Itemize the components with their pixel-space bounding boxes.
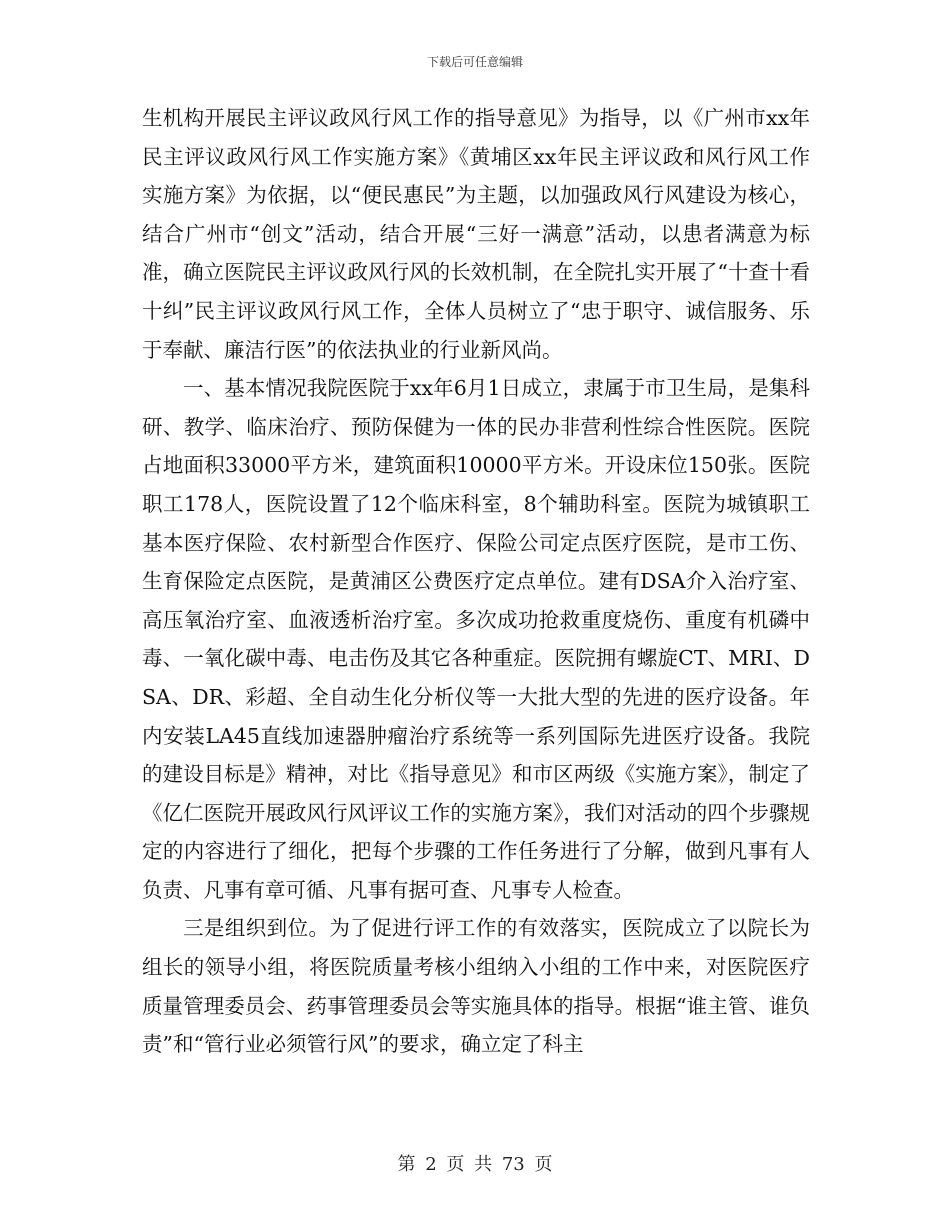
document-body: [142, 99, 810, 1064]
paragraph-continuation: 生机构开展民主评议政风行风工作的指导意见》为指导，以《广州市xx年民主评议政风行风工作实施方案》《黄埔区xx年民主评议政和风行风工作实施方案》为依据，以“便民惠民”为主题，以加强政风行风建设为核心，结合广州市“创文”活动，结合开展“三好一满意”活动，以患者满意为标准，确立医院民主评议政风行风的长效机制，在全院扎实开展了“十查十看十纠”民主评议政风行风工作，全体人员树立了“忠于职守、诚信服务、乐于奉献、廉洁行医”的依法执业的行业新风尚。: [142, 106, 810, 362]
paragraph-basic-situation: 一、基本情况我院医院于xx年6月1日成立，隶属于市卫生局，是集科研、教学、临床治疗、预防保健为一体的民办非营利性综合性医院。医院占地面积33000平方米，建筑面积10000平方米。开设床位150张。医院职工178人，医院设置了12个临床科室，8个辅助科室。医院为城镇职工基本医疗保险、农村新型合作医疗、保险公司定点医疗医院，是市工伤、生育保险定点医院，是黄浦区公费医疗定点单位。建有DSA介入治疗室、高压氧治疗室、血液透析治疗室。多次成功抢救重度烧伤、重度有机磷中毒、一氧化碳中毒、电击伤及其它各种重症。医院拥有螺旋CT、MRI、DSA、DR、彩超、全自动生化分析仪等一大批大型的先进的医疗设备。年内安装LA45直线加速器肿瘤治疗系统等一系列国际先进医疗设备。我院的建设目标是》精神，对比《指导意见》和市区两级《实施方案》，制定了《亿仁医院开展政风行风评议工作的实施方案》，我们对活动的四个步骤规定的内容进行了细化，把每个步骤的工作任务进行了分解，做到凡事有人负责、凡事有章可循、凡事有据可查、凡事专人检查。: [142, 376, 810, 902]
page-header-note: 下载后可任意编辑: [426, 55, 523, 69]
page-number-footer: 第 2 页 共 73 页: [397, 1154, 553, 1175]
paragraph-organization: 三是组织到位。为了促进行评工作的有效落实，医院成立了以院长为组长的领导小组，将医院质量考核小组纳入小组的工作中来，对医院医疗质量管理委员会、药事管理委员会等实施具体的指导。根据“谁主管、谁负责”和“管行业必须管行风”的要求，确立定了科主: [142, 916, 810, 1057]
